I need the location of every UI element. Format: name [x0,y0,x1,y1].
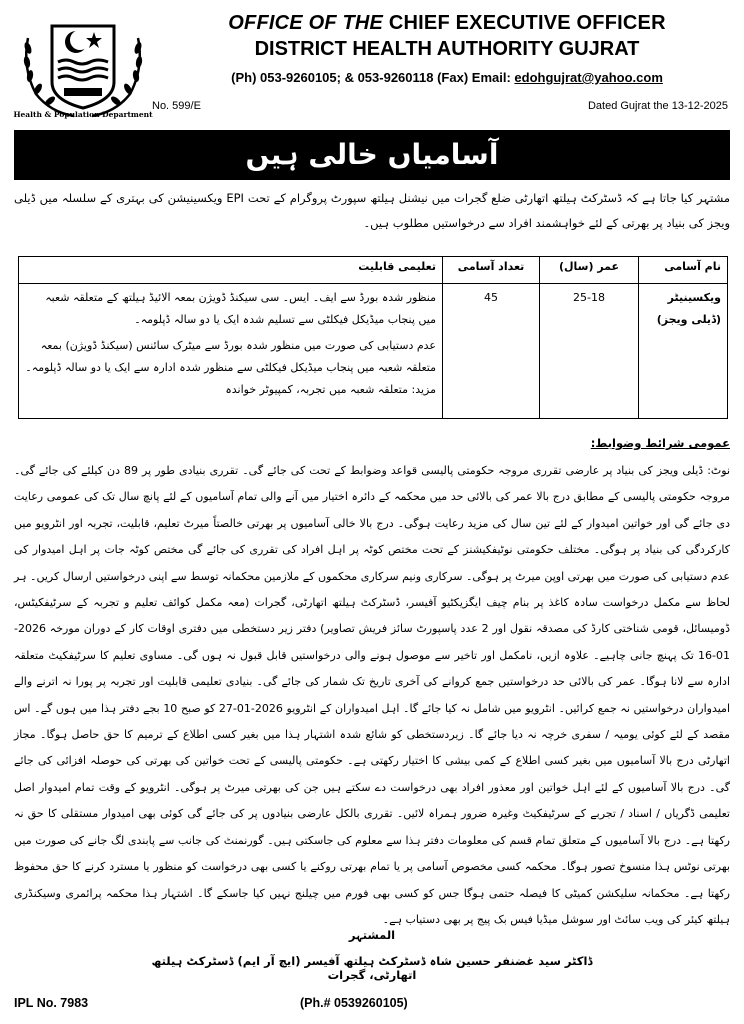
table-header-row [19,257,728,284]
punjab-government-logo [14,8,152,124]
cell-post: ویکسینیٹر (ڈیلی ویجز) [639,284,728,419]
cell-qualification [19,284,443,419]
terms-paragraph: نوٹ: ڈیلی ویجز کی بنیاد پر عارضی تقرری مروجہ حکومتی پالیسی قواعد وضوابط کے تحت کی جائے گی۔ تقرری بنیادی طور پر 89 دن کیلئے کی جائے گی۔ مروجہ حکومتی پالیسی کے مطابق درج بالا عمر کی بالائی حد میں محکمہ کے دائرہ اختیار میں آنے والی تمام آسامیوں کے لئے پانچ سال تک کی عمومی رعایت دی جائے گی اور خواتین امیدوار کے لئے تین سال کی مزید رعایت ہوگی۔ درج بالا خالی آسامیوں پر بھرتی خالصتاً میرٹ تعلیم، قابلیت، تجربہ اور انٹرویو میں کارکردگی کی بنیاد پر ہوگی۔ مختلف حکومتی نوٹیفکیشنز کے تحت مختص کوٹہ پر اہل افراد کی تقرری کی جائے گی مختص کوٹہ جات پر اہل امیدوار کی عدم دستیابی کی صورت میں بھرتی اوپن میرٹ پر ہوگی۔ سرکاری ونیم سرکاری محکموں کے ملازمین محکمانہ توسط سے اپنی درخواستیں ارسال کریں۔ ہر لحاظ سے مکمل درخواست سادہ کاغذ پر بنام چیف ایگزیکٹیو آفیسر، ڈسٹرکٹ ہیلتھ اتھارٹی، گجرات (معہ مکمل کوائف تعلیم و تجربہ کے سرٹیفکیٹس، ڈومیسائل، قومی شناختی کارڈ کی مصدقہ نقول اور 2 عدد پاسپورٹ سائز فریش تصاویر) دفتر زیر دستخطی میں دفتری اوقات کار کے دوران مورخہ 2026-01-16 تک پہنچ جانی چاہیے۔ علاوہ ازیں، نامکمل اور تاخیر سے موصول ہونے والی درخواستیں قابل قبول نہ ہوں گی۔ مساوی تعلیم کا سرٹیفکیٹ متعلقہ ادارہ سے لانا ہوگا۔ عمر کی بالائی حد درخواستیں جمع کروانے کی آخری تاریخ تک شمار کی جائے گی۔ بنیادی تعلیمی قابلیت اور تجربہ پر پورا نہ اترنے والے امیدواران درخواستیں نہ جمع کرائیں۔ انٹرویو میں شامل نہ کیا جائے گا۔ اہل امیدواران کے انٹرویو 2026-01-27 کو صبح 10 بجے دفتر ہذا میں ہوں گے۔ اس مقصد کے لئے کوئی یومیہ / سفری خرچہ نہ دیا جائے گا۔ زیردستخطی کو شائع شدہ اشتہار ہذا میں بغیر کسی اطلاع کے ترمیم کا حق حاصل ہوگا۔ مجاز اتھارٹی درج بالا آسامیوں میں بغیر کسی اطلاع کے کمی بیشی کا اختیار رکھتی ہے۔ حکومتی پالیسی کے تحت خواتین کی بھرتی کی حوصلہ افزائی کی جائے گی۔ درج بالا آسامیوں کے لئے اہل خواتین اور معذور افراد بھی درخواست دے سکتے ہیں جن کی بھرتی میرٹ پر ہوگی۔ انٹرویو کے وقت تمام امیدوار اصل تعلیمی ڈگریاں / اسناد / تجربے کے سرٹیفکیٹ وغیرہ ضرور ہمراہ لائیں۔ تقرری بالکل عارضی بنیادوں پر کی جائے گی کوئی بھی امیدوار مستقلی کا حق نہ رکھتا ہے۔ درج بالا آسامیوں کے متعلق تمام قسم کی معلومات دفتر ہذا سے معلوم کی جاسکتی ہیں۔ گورنمنٹ کی جانب سے پابندی لگ جانے کی صورت میں بھرتی نوٹس ہذا منسوخ تصور ہوگا۔ محکمہ کسی مخصوص آسامی پر یا تمام بھرتی روکنے یا کسی بھی درخواست کو منظور یا مسترد کرنے کا حق محفوظ رکھتا ہے۔ محکمانہ سلیکشن کمیٹی کا فیصلہ حتمی ہوگا جس کو کسی بھی فورم میں چیلنج نہیں کیا جاسکے گا۔ اشتہار ہذا محکمہ پرائمری وسیکنڈری ہیلتھ کیئر کی ویب سائٹ اور سوشل میڈیا فیس بک پیج پر بھی دستیاب ہے۔ [14,464,731,926]
office-title-italic: OFFICE OF THE [228,12,384,34]
vacancies-banner: آسامیاں خالی ہیں [14,130,730,180]
email-link[interactable]: edohgujrat@yahoo.com [514,70,663,85]
office-title-rest: CHIEF EXECUTIVE OFFICER [383,12,666,34]
dated-line: Dated Gujrat the 13-12-2025 [587,100,728,112]
logo-caption: Health & Population Department [13,110,153,119]
vacancy-table [18,256,728,419]
qualification-primary: منظور شدہ بورڈ سے ایف۔ ایس۔ سی سیکنڈ ڈویژن بمعہ الائیڈ ہیلتھ کے متعلقہ شعبہ میں پنجاب میڈیکل فیکلٹی سے تسلیم شدہ ایک یا دو سالہ ڈپلومہ۔ [45,291,436,326]
advertiser-name: ڈاکٹر سید غضنفر حسین شاہ ڈسٹرکٹ ہیلتھ آفیسر (ایچ آر ایم) ڈسٹرکٹ ہیلتھ اتھارٹی، گجرات [151,954,593,982]
table-row [19,284,728,419]
intro-paragraph: مشتہر کیا جاتا ہے کہ ڈسٹرکٹ ہیلتھ اتھارٹی ضلع گجرات میں نیشنل ہیلتھ سپورٹ پروگرام کے تحت EPI ویکسینیشن کی بہتری کے سلسلہ میں ڈیلی ویجز کی بنیاد پر بھرتی کے لئے خواہشمند افراد سے درخواستیں مطلوب ہیں۔ [14,191,730,230]
ipl-number: IPL No. 7983 [14,996,89,1010]
header-qualification: تعلیمی قابلیت [19,257,443,284]
cell-count: 45 [443,284,540,419]
terms-heading: عمومی شرائط وضوابط: [590,436,730,450]
advertiser-heading: المشتہر [348,928,396,942]
office-title [162,12,732,35]
header-count: تعداد آسامی [443,257,540,284]
qualification-alternate: عدم دستیابی کی صورت میں منظور شدہ بورڈ سے میٹرک سائنس (سیکنڈ ڈویژن) بمعہ متعلقہ شعبہ میں پنجاب میڈیکل فیکلٹی سے منظور شدہ ادارہ سے ایک یا دو سالہ ڈپلومہ۔ مزید: متعلقہ شعبہ میں تجربہ، کمپیوٹر خواندہ [25,339,436,396]
header-post: نام آسامی [639,257,728,284]
authority-name: DISTRICT HEALTH AUTHORITY GUJRAT [254,38,640,60]
contact-line [162,70,732,85]
cell-age: 25-18 [540,284,639,419]
header-age: عمر (سال) [540,257,639,284]
footer-phone: (Ph.# 0539260105) [300,996,408,1010]
reference-number: No. 599/E [152,100,201,112]
contact-phones: (Ph) 053-9260105; & 053-9260118 (Fax) Email: [231,70,515,85]
